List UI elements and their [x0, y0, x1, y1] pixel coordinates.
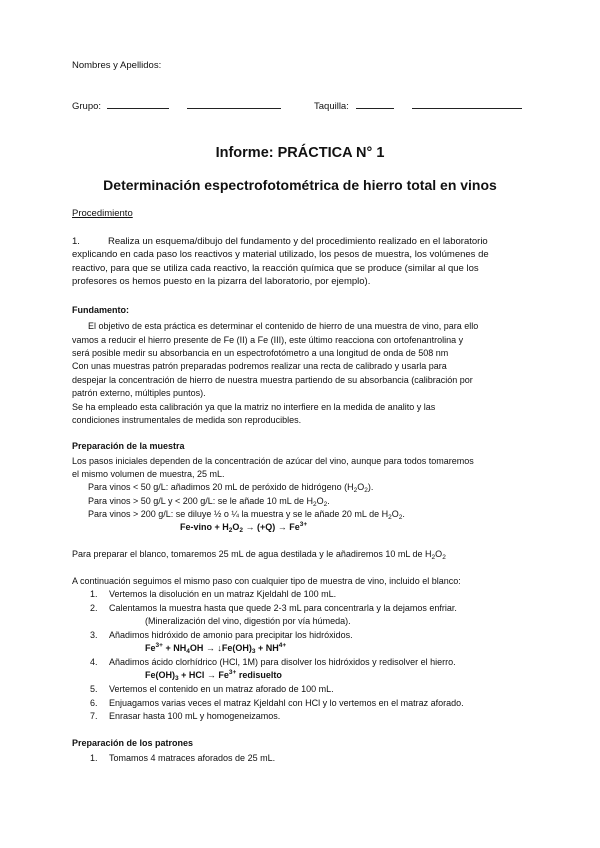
fundamento-heading: Fundamento:: [72, 305, 129, 315]
report-subtitle: Determinación espectrofotométrica de hierro total en vinos: [103, 177, 497, 193]
fundamento-line: vamos a reducir el hierro presente de Fe (II) a Fe (III), este último reacciona con ortofenantrolina y: [72, 335, 464, 345]
step-number: 5.: [90, 684, 98, 694]
muestra-heading: Preparación de la muestra: [72, 441, 185, 451]
step-number: 3.: [90, 630, 98, 640]
procedure-line: explicando en cada paso los reactivos y material utilizado, los pesos de muestra, los volúmenes de: [72, 249, 489, 261]
group-label: Grupo:: [72, 101, 102, 112]
group-field: [72, 99, 281, 112]
fundamento-line: será posible medir su absorbancia en un espectrofotómetro a una longitud de onda de 508 nm: [72, 348, 449, 358]
fundamento-line: Con unas muestras patrón preparadas podremos realizar una recta de calibrado y usarla para: [72, 361, 447, 371]
muestra-intro-line: Los pasos iniciales dependen de la concentración de azúcar del vino, aunque para todos tomaremos: [72, 456, 474, 466]
procedure-item-number: 1.: [72, 236, 80, 247]
fundamento-line: condiciones instrumentales de medida son reproducibles.: [72, 415, 302, 425]
names-label: Nombres y Apellidos:: [72, 60, 162, 71]
step-text: Enjuagamos varias veces el matraz Kjeldahl con HCl y lo vertemos en el matraz aforado.: [109, 698, 464, 708]
group-blank[interactable]: [107, 99, 169, 109]
locker-label: Taquilla:: [314, 101, 349, 112]
locker-blank[interactable]: [356, 99, 394, 109]
fundamento-line: despejar la concentración de hierro de nuestra muestra partiendo de su absorbancia (calibración por: [72, 375, 473, 385]
fundamento-line: patrón externo, múltiples puntos).: [72, 388, 206, 398]
step-text: (Mineralización del vino, digestión por vía húmeda).: [145, 616, 351, 626]
step-reaction: $Fe(OH)_3$ + HCl → $Fe^{3+}$ redisuelto: [145, 669, 282, 682]
step-text: Calentamos la muestra hasta que quede 2-3 mL para concentrarla y la dejamos enfriar.: [109, 603, 457, 613]
fundamento-line: El objetivo de esta práctica es determinar el contenido de hierro de una muestra de vino, para ello: [88, 321, 479, 331]
group-blank-2[interactable]: [187, 99, 281, 109]
report-title: Informe: PRÁCTICA N° 1: [215, 145, 385, 161]
step-number: 1.: [90, 753, 98, 763]
step-number: 7.: [90, 711, 98, 721]
locker-blank-2[interactable]: [412, 99, 522, 109]
muestra-case-2: Para vinos > 50 g/L y < 200 g/L: se le añade 10 mL de $H_2O_2$.: [88, 496, 330, 508]
muestra-continue: A continuación seguimos el mismo paso con cualquier tipo de muestra de vino, incluido el blanco:: [72, 576, 461, 586]
step-text: Tomamos 4 matraces aforados de 25 mL.: [109, 753, 276, 763]
step-text: Añadimos ácido clorhídrico (HCl, 1M) para disolver los hidróxidos y redisolver el hierro.: [109, 657, 456, 667]
muestra-blank: Para preparar el blanco, tomaremos 25 mL de agua destilada y le añadiremos 10 mL de $H_2O_2$: [72, 549, 446, 561]
procedure-line: profesores os hemos puesto en la pizarra del laboratorio, por ejemplo).: [72, 276, 371, 288]
procedure-heading: Procedimiento: [72, 208, 133, 219]
step-text: Vertemos la disolución en un matraz Kjeldahl de 100 mL.: [109, 589, 337, 599]
step-number: 1.: [90, 589, 98, 599]
muestra-case-1: Para vinos < 50 g/L: añadimos 20 mL de peróxido de hidrógeno $(H_2O_2)$.: [88, 482, 374, 494]
step-text: Añadimos hidróxido de amonio para precipitar los hidróxidos.: [109, 630, 353, 640]
step-number: 6.: [90, 698, 98, 708]
muestra-intro-line: el mismo volumen de muestra, 25 mL.: [72, 469, 225, 479]
fundamento-line: Se ha empleado esta calibración ya que la matriz no interfiere en la medida de analito y las: [72, 402, 436, 412]
procedure-line: Realiza un esquema/dibujo del fundamento y del procedimiento realizado en el laboratorio: [108, 236, 488, 247]
step-text: Vertemos el contenido en un matraz aforado de 100 mL.: [109, 684, 334, 694]
step-number: 2.: [90, 603, 98, 613]
step-reaction: $Fe^{3+} + NH_4OH$ → $↓Fe(OH)_3 + NH^{4+}$: [145, 642, 287, 655]
procedure-line: reactivo, para que se utiliza cada reactivo, la reacción química que se produce (similar al que los: [72, 262, 479, 274]
step-number: 4.: [90, 657, 98, 667]
procedure-item-text: [72, 235, 530, 289]
step-text: Enrasar hasta 100 mL y homogeneizamos.: [109, 711, 281, 721]
muestra-reaction: Fe-vino + $H_2O_2 \to (+Q) \to Fe^{3+}$: [180, 521, 308, 534]
muestra-case-3: Para vinos > 200 g/L: se diluye ½ o ¼ la muestra y se le añade 20 mL de $H_2O_2$.: [88, 509, 405, 521]
locker-field: [314, 99, 522, 112]
patrones-heading: Preparación de los patrones: [72, 738, 194, 748]
